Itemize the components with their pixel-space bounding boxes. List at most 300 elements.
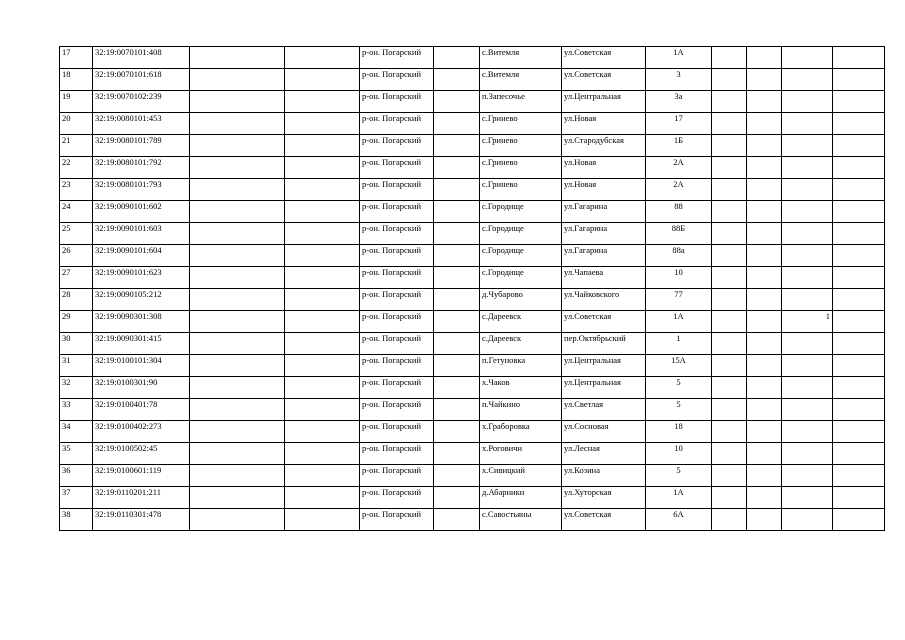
district-cell: р-он. Погарский (360, 69, 434, 91)
cadastral-number-cell: 32:19:0090101:604 (93, 245, 190, 267)
empty-cell (434, 113, 480, 135)
empty-cell (712, 355, 747, 377)
flag-cell (782, 333, 833, 355)
house-number-cell: 5 (646, 465, 712, 487)
cadastral-number-cell: 32:19:0090301:308 (93, 311, 190, 333)
row-number-cell: 37 (60, 487, 93, 509)
empty-cell (285, 267, 360, 289)
empty-cell (833, 267, 885, 289)
cadastral-number-cell: 32:19:0080101:453 (93, 113, 190, 135)
empty-cell (285, 487, 360, 509)
flag-cell (782, 377, 833, 399)
cadastral-number-cell: 32:19:0100101:304 (93, 355, 190, 377)
table-row (60, 399, 885, 421)
cadastral-number-cell: 32:19:0100502:45 (93, 443, 190, 465)
flag-cell (782, 267, 833, 289)
settlement-cell: с.Гринево (480, 179, 562, 201)
house-number-cell: 3а (646, 91, 712, 113)
empty-cell (712, 443, 747, 465)
flag-cell (782, 47, 833, 69)
settlement-cell: х.Чаков (480, 377, 562, 399)
empty-cell (190, 157, 285, 179)
empty-cell (285, 289, 360, 311)
district-cell: р-он. Погарский (360, 135, 434, 157)
table-row (60, 223, 885, 245)
empty-cell (833, 69, 885, 91)
street-cell: ул.Советская (562, 69, 646, 91)
settlement-cell: х.Сивицкий (480, 465, 562, 487)
empty-cell (747, 311, 782, 333)
empty-cell (434, 47, 480, 69)
empty-cell (747, 421, 782, 443)
table-row (60, 47, 885, 69)
empty-cell (285, 443, 360, 465)
empty-cell (285, 421, 360, 443)
house-number-cell: 17 (646, 113, 712, 135)
empty-cell (190, 135, 285, 157)
house-number-cell: 88 (646, 201, 712, 223)
empty-cell (712, 91, 747, 113)
table-row (60, 355, 885, 377)
street-cell: ул.Центральная (562, 377, 646, 399)
empty-cell (285, 399, 360, 421)
street-cell: ул.Центральная (562, 355, 646, 377)
district-cell: р-он. Погарский (360, 91, 434, 113)
settlement-cell: с.Гринево (480, 157, 562, 179)
empty-cell (285, 69, 360, 91)
table-row (60, 421, 885, 443)
cadastral-number-cell: 32:19:0100402:273 (93, 421, 190, 443)
empty-cell (190, 69, 285, 91)
table-row (60, 113, 885, 135)
empty-cell (285, 113, 360, 135)
empty-cell (190, 289, 285, 311)
row-number-cell: 20 (60, 113, 93, 135)
empty-cell (434, 443, 480, 465)
flag-cell (782, 69, 833, 91)
house-number-cell: 1Б (646, 135, 712, 157)
row-number-cell: 30 (60, 333, 93, 355)
empty-cell (833, 399, 885, 421)
registry-body (60, 47, 885, 531)
empty-cell (712, 179, 747, 201)
cadastral-number-cell: 32:19:0090301:415 (93, 333, 190, 355)
empty-cell (712, 245, 747, 267)
empty-cell (833, 443, 885, 465)
row-number-cell: 31 (60, 355, 93, 377)
district-cell: р-он. Погарский (360, 333, 434, 355)
empty-cell (285, 509, 360, 531)
settlement-cell: с.Городище (480, 201, 562, 223)
district-cell: р-он. Погарский (360, 311, 434, 333)
empty-cell (285, 135, 360, 157)
empty-cell (434, 333, 480, 355)
street-cell: ул.Чайковского (562, 289, 646, 311)
flag-cell (782, 509, 833, 531)
empty-cell (190, 421, 285, 443)
cadastral-number-cell: 32:19:0070102:239 (93, 91, 190, 113)
empty-cell (833, 377, 885, 399)
empty-cell (712, 487, 747, 509)
empty-cell (747, 377, 782, 399)
empty-cell (833, 91, 885, 113)
empty-cell (712, 289, 747, 311)
settlement-cell: с.Витемля (480, 47, 562, 69)
street-cell: ул.Новая (562, 113, 646, 135)
flag-cell: 1 (782, 311, 833, 333)
settlement-cell: х.Граборовка (480, 421, 562, 443)
empty-cell (747, 135, 782, 157)
district-cell: р-он. Погарский (360, 113, 434, 135)
cadastral-number-cell: 32:19:0080101:793 (93, 179, 190, 201)
flag-cell (782, 157, 833, 179)
cadastral-number-cell: 32:19:0080101:789 (93, 135, 190, 157)
empty-cell (190, 201, 285, 223)
empty-cell (434, 509, 480, 531)
flag-cell (782, 113, 833, 135)
flag-cell (782, 223, 833, 245)
empty-cell (833, 201, 885, 223)
row-number-cell: 24 (60, 201, 93, 223)
empty-cell (190, 113, 285, 135)
empty-cell (747, 157, 782, 179)
empty-cell (712, 421, 747, 443)
empty-cell (190, 355, 285, 377)
row-number-cell: 29 (60, 311, 93, 333)
flag-cell (782, 355, 833, 377)
flag-cell (782, 487, 833, 509)
cadastral-number-cell: 32:19:0100401:78 (93, 399, 190, 421)
empty-cell (190, 487, 285, 509)
house-number-cell: 10 (646, 267, 712, 289)
district-cell: р-он. Погарский (360, 487, 434, 509)
table-row (60, 311, 885, 333)
empty-cell (833, 157, 885, 179)
empty-cell (285, 465, 360, 487)
house-number-cell: 1А (646, 47, 712, 69)
street-cell: ул.Хуторская (562, 487, 646, 509)
empty-cell (712, 399, 747, 421)
settlement-cell: с.Витемля (480, 69, 562, 91)
empty-cell (285, 223, 360, 245)
empty-cell (833, 465, 885, 487)
settlement-cell: с.Дареевск (480, 311, 562, 333)
empty-cell (434, 91, 480, 113)
empty-cell (712, 135, 747, 157)
empty-cell (190, 245, 285, 267)
flag-cell (782, 399, 833, 421)
empty-cell (434, 157, 480, 179)
flag-cell (782, 465, 833, 487)
settlement-cell: с.Городище (480, 223, 562, 245)
empty-cell (712, 157, 747, 179)
house-number-cell: 88а (646, 245, 712, 267)
table-row (60, 135, 885, 157)
empty-cell (712, 465, 747, 487)
street-cell: ул.Новая (562, 179, 646, 201)
district-cell: р-он. Погарский (360, 509, 434, 531)
empty-cell (434, 465, 480, 487)
cadastral-number-cell: 32:19:0070101:618 (93, 69, 190, 91)
district-cell: р-он. Погарский (360, 399, 434, 421)
empty-cell (190, 311, 285, 333)
row-number-cell: 28 (60, 289, 93, 311)
empty-cell (434, 487, 480, 509)
district-cell: р-он. Погарский (360, 223, 434, 245)
settlement-cell: с.Гринево (480, 135, 562, 157)
house-number-cell: 1 (646, 333, 712, 355)
house-number-cell: 10 (646, 443, 712, 465)
cadastral-number-cell: 32:19:0110201:211 (93, 487, 190, 509)
house-number-cell: 6А (646, 509, 712, 531)
empty-cell (285, 245, 360, 267)
empty-cell (434, 311, 480, 333)
flag-cell (782, 245, 833, 267)
empty-cell (712, 69, 747, 91)
cadastral-number-cell: 32:19:0090105:212 (93, 289, 190, 311)
empty-cell (434, 69, 480, 91)
table-row (60, 443, 885, 465)
empty-cell (285, 311, 360, 333)
street-cell: ул.Советская (562, 311, 646, 333)
settlement-cell: п.Гетуновка (480, 355, 562, 377)
cadastral-number-cell: 32:19:0090101:603 (93, 223, 190, 245)
empty-cell (190, 443, 285, 465)
empty-cell (190, 267, 285, 289)
flag-cell (782, 289, 833, 311)
empty-cell (747, 69, 782, 91)
empty-cell (747, 355, 782, 377)
row-number-cell: 25 (60, 223, 93, 245)
street-cell: ул.Центральная (562, 91, 646, 113)
row-number-cell: 26 (60, 245, 93, 267)
street-cell: ул.Советская (562, 47, 646, 69)
street-cell: ул.Советская (562, 509, 646, 531)
empty-cell (747, 201, 782, 223)
empty-cell (285, 47, 360, 69)
table-row (60, 487, 885, 509)
table-row (60, 465, 885, 487)
empty-cell (833, 113, 885, 135)
street-cell: ул.Светлая (562, 399, 646, 421)
empty-cell (833, 333, 885, 355)
row-number-cell: 17 (60, 47, 93, 69)
street-cell: ул.Гагарина (562, 201, 646, 223)
empty-cell (434, 223, 480, 245)
street-cell: ул.Стародубская (562, 135, 646, 157)
district-cell: р-он. Погарский (360, 355, 434, 377)
house-number-cell: 15А (646, 355, 712, 377)
house-number-cell: 1А (646, 311, 712, 333)
house-number-cell: 88Б (646, 223, 712, 245)
district-cell: р-он. Погарский (360, 157, 434, 179)
house-number-cell: 2А (646, 157, 712, 179)
empty-cell (747, 113, 782, 135)
district-cell: р-он. Погарский (360, 245, 434, 267)
street-cell: ул.Лесная (562, 443, 646, 465)
cadastral-number-cell: 32:19:0100601:119 (93, 465, 190, 487)
empty-cell (285, 179, 360, 201)
empty-cell (190, 179, 285, 201)
empty-cell (434, 421, 480, 443)
district-cell: р-он. Погарский (360, 377, 434, 399)
settlement-cell: п.Запесочье (480, 91, 562, 113)
empty-cell (747, 399, 782, 421)
street-cell: ул.Чапаева (562, 267, 646, 289)
empty-cell (712, 201, 747, 223)
table-row (60, 201, 885, 223)
cadastral-number-cell: 32:19:0070101:408 (93, 47, 190, 69)
empty-cell (190, 399, 285, 421)
district-cell: р-он. Погарский (360, 465, 434, 487)
street-cell: ул.Сосновая (562, 421, 646, 443)
empty-cell (434, 135, 480, 157)
empty-cell (285, 91, 360, 113)
empty-cell (190, 377, 285, 399)
row-number-cell: 21 (60, 135, 93, 157)
empty-cell (712, 509, 747, 531)
row-number-cell: 23 (60, 179, 93, 201)
empty-cell (434, 245, 480, 267)
cadastral-number-cell: 32:19:0100301:90 (93, 377, 190, 399)
empty-cell (833, 223, 885, 245)
empty-cell (747, 443, 782, 465)
settlement-cell: с.Савостьяны (480, 509, 562, 531)
street-cell: пер.Октябрьский (562, 333, 646, 355)
table-row (60, 69, 885, 91)
empty-cell (833, 47, 885, 69)
settlement-cell: с.Дареевск (480, 333, 562, 355)
table-row (60, 157, 885, 179)
table-row (60, 179, 885, 201)
house-number-cell: 18 (646, 421, 712, 443)
empty-cell (434, 377, 480, 399)
house-number-cell: 1А (646, 487, 712, 509)
flag-cell (782, 201, 833, 223)
house-number-cell: 3 (646, 69, 712, 91)
settlement-cell: с.Городище (480, 267, 562, 289)
empty-cell (190, 333, 285, 355)
empty-cell (712, 333, 747, 355)
house-number-cell: 5 (646, 399, 712, 421)
cadastral-number-cell: 32:19:0090101:623 (93, 267, 190, 289)
street-cell: ул.Гагарина (562, 223, 646, 245)
house-number-cell: 2А (646, 179, 712, 201)
empty-cell (190, 91, 285, 113)
empty-cell (434, 201, 480, 223)
table-row (60, 509, 885, 531)
empty-cell (285, 201, 360, 223)
house-number-cell: 5 (646, 377, 712, 399)
district-cell: р-он. Погарский (360, 267, 434, 289)
table-row (60, 377, 885, 399)
table-row (60, 267, 885, 289)
empty-cell (833, 509, 885, 531)
flag-cell (782, 443, 833, 465)
empty-cell (747, 179, 782, 201)
settlement-cell: с.Городище (480, 245, 562, 267)
district-cell: р-он. Погарский (360, 289, 434, 311)
empty-cell (712, 223, 747, 245)
empty-cell (190, 465, 285, 487)
empty-cell (833, 355, 885, 377)
settlement-cell: д.Чубарово (480, 289, 562, 311)
district-cell: р-он. Погарский (360, 421, 434, 443)
registry-table (59, 46, 885, 531)
flag-cell (782, 179, 833, 201)
row-number-cell: 34 (60, 421, 93, 443)
settlement-cell: п.Чайкино (480, 399, 562, 421)
empty-cell (434, 179, 480, 201)
empty-cell (434, 289, 480, 311)
empty-cell (747, 509, 782, 531)
empty-cell (434, 355, 480, 377)
empty-cell (833, 135, 885, 157)
cadastral-number-cell: 32:19:0090101:602 (93, 201, 190, 223)
settlement-cell: х.Роговичи (480, 443, 562, 465)
empty-cell (747, 91, 782, 113)
empty-cell (747, 47, 782, 69)
cadastral-number-cell: 32:19:0110301:478 (93, 509, 190, 531)
empty-cell (833, 179, 885, 201)
empty-cell (285, 157, 360, 179)
district-cell: р-он. Погарский (360, 443, 434, 465)
empty-cell (190, 223, 285, 245)
empty-cell (833, 245, 885, 267)
district-cell: р-он. Погарский (360, 47, 434, 69)
settlement-cell: д.Абарникн (480, 487, 562, 509)
empty-cell (747, 487, 782, 509)
table-row (60, 333, 885, 355)
empty-cell (747, 333, 782, 355)
row-number-cell: 19 (60, 91, 93, 113)
row-number-cell: 35 (60, 443, 93, 465)
cadastral-number-cell: 32:19:0080101:792 (93, 157, 190, 179)
street-cell: ул.Гагарина (562, 245, 646, 267)
row-number-cell: 36 (60, 465, 93, 487)
empty-cell (833, 289, 885, 311)
house-number-cell: 77 (646, 289, 712, 311)
street-cell: ул.Новая (562, 157, 646, 179)
row-number-cell: 38 (60, 509, 93, 531)
table-row (60, 91, 885, 113)
district-cell: р-он. Погарский (360, 201, 434, 223)
empty-cell (747, 223, 782, 245)
empty-cell (833, 487, 885, 509)
empty-cell (833, 421, 885, 443)
empty-cell (712, 113, 747, 135)
table-row (60, 289, 885, 311)
empty-cell (712, 377, 747, 399)
empty-cell (747, 465, 782, 487)
street-cell: ул.Козина (562, 465, 646, 487)
row-number-cell: 32 (60, 377, 93, 399)
row-number-cell: 27 (60, 267, 93, 289)
flag-cell (782, 135, 833, 157)
district-cell: р-он. Погарский (360, 179, 434, 201)
empty-cell (190, 509, 285, 531)
empty-cell (712, 47, 747, 69)
settlement-cell: с.Гринево (480, 113, 562, 135)
row-number-cell: 22 (60, 157, 93, 179)
empty-cell (712, 311, 747, 333)
empty-cell (712, 267, 747, 289)
empty-cell (747, 289, 782, 311)
row-number-cell: 18 (60, 69, 93, 91)
flag-cell (782, 421, 833, 443)
empty-cell (190, 47, 285, 69)
empty-cell (434, 399, 480, 421)
